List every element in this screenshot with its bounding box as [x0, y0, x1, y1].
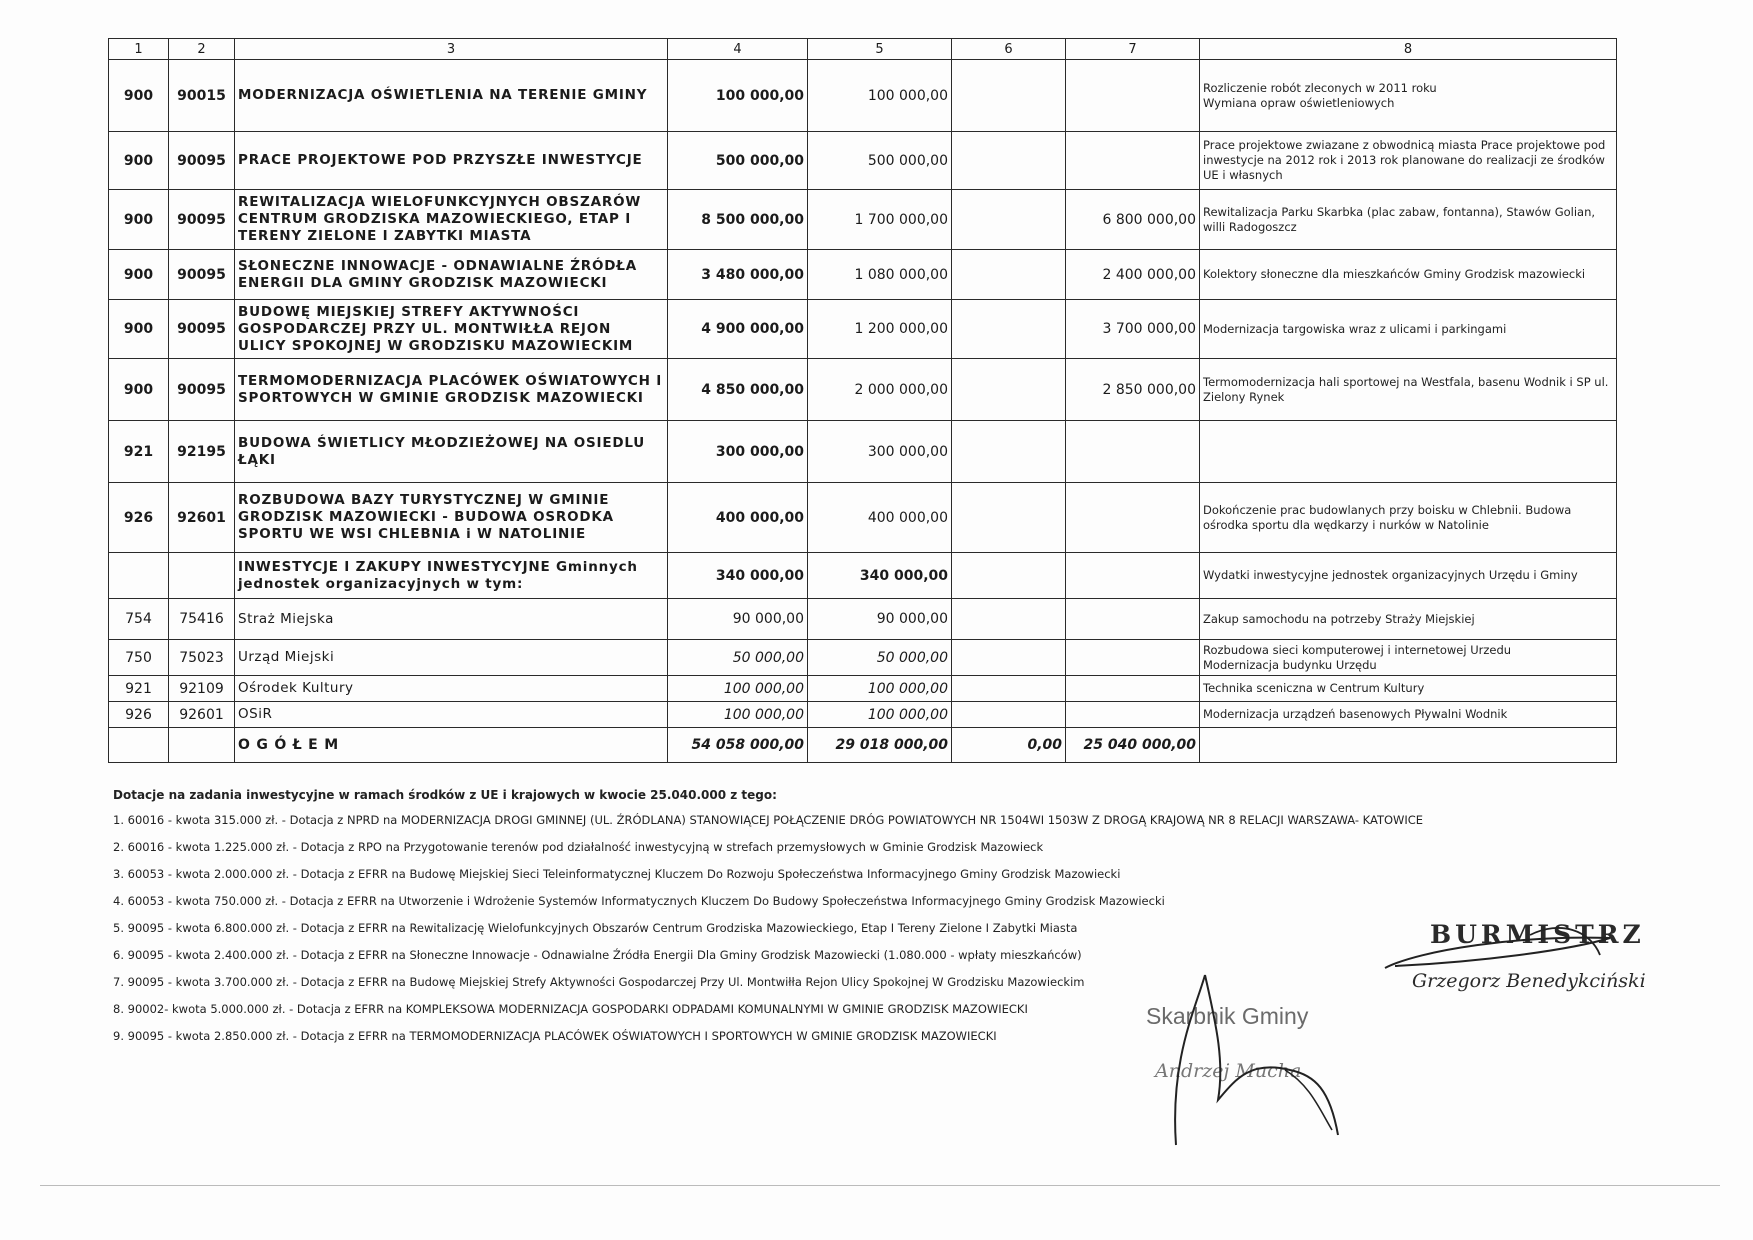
grand-total-column-6: 0,00	[952, 728, 1066, 763]
column-6-cell	[952, 676, 1066, 702]
table-row	[109, 300, 1617, 359]
own-funds-cell: 340 000,00	[808, 553, 952, 599]
description-cell: Rewitalizacja Parku Skarbka (plac zabaw, fontanna), Stawów Golian, willi Radogoszcz	[1200, 190, 1617, 250]
own-funds-cell: 2 000 000,00	[808, 359, 952, 421]
task-name-cell: Urząd Miejski	[235, 640, 668, 676]
description-cell	[1200, 421, 1617, 483]
own-funds-cell: 300 000,00	[808, 421, 952, 483]
task-name-cell: PRACE PROJEKTOWE POD PRZYSZŁE INWESTYCJE	[235, 132, 668, 190]
rozdzial-cell: 90095	[169, 132, 235, 190]
column-6-cell	[952, 599, 1066, 640]
column-header: 4	[668, 39, 808, 60]
table-row	[109, 553, 1617, 599]
total-amount-cell: 100 000,00	[668, 676, 808, 702]
column-header: 6	[952, 39, 1066, 60]
column-6-cell	[952, 553, 1066, 599]
description-cell: Rozliczenie robót zleconych w 2011 roku Wymiana opraw oświetleniowych	[1200, 60, 1617, 132]
note-item: 1. 60016 - kwota 315.000 zł. - Dotacja z NPRD na MODERNIZACJA DROGI GMINNEJ (UL. ŹRÓDLANA) STANOWIĄCEJ POŁĄCZENIE DRÓG POWIATOWYCH NR 1504WI 1503W Z DROGĄ KRAJOWĄ NR 8 RELACJI WARSZAWA- KATOWICE	[113, 813, 1424, 827]
dzial-cell: 750	[109, 640, 169, 676]
description-cell: Rozbudowa sieci komputerowej i internetowej Urzedu Modernizacja budynku Urzędu	[1200, 640, 1617, 676]
note-item: 3. 60053 - kwota 2.000.000 zł. - Dotacja z EFRR na Budowę Miejskiej Sieci Teleinformatycznej Kluczem Do Rozwoju Społeczeństwa Informacyjnego Gminy Grodzisk Mazowiecki	[113, 867, 1121, 881]
task-name-cell: INWESTYCJE I ZAKUPY INWESTYCYJNE Gminnych jednostek organizacyjnych w tym:	[235, 553, 668, 599]
table-row	[109, 483, 1617, 553]
task-name-cell: TERMOMODERNIZACJA PLACÓWEK OŚWIATOWYCH I SPORTOWYCH W GMINIE GRODZISK MAZOWIECKI	[235, 359, 668, 421]
table-row	[109, 640, 1617, 676]
task-name-cell: Ośrodek Kultury	[235, 676, 668, 702]
column-6-cell	[952, 421, 1066, 483]
description-cell: Modernizacja targowiska wraz z ulicami i parkingami	[1200, 300, 1617, 359]
rozdzial-cell: 75416	[169, 599, 235, 640]
eu-funds-cell	[1066, 702, 1200, 728]
total-amount-cell: 50 000,00	[668, 640, 808, 676]
total-amount-cell: 100 000,00	[668, 702, 808, 728]
own-funds-cell: 1 200 000,00	[808, 300, 952, 359]
own-funds-cell: 500 000,00	[808, 132, 952, 190]
eu-funds-cell	[1066, 421, 1200, 483]
rozdzial-cell: 90095	[169, 300, 235, 359]
column-6-cell	[952, 250, 1066, 300]
eu-funds-cell	[1066, 599, 1200, 640]
grand-total-eu-funds: 25 040 000,00	[1066, 728, 1200, 763]
eu-funds-cell	[1066, 132, 1200, 190]
column-6-cell	[952, 300, 1066, 359]
task-name-cell: BUDOWĘ MIEJSKIEJ STREFY AKTYWNOŚCI GOSPODARCZEJ PRZY UL. MONTWIŁŁA REJON ULICY SPOKOJNEJ W GRODZISKU MAZOWIECKIM	[235, 300, 668, 359]
own-funds-cell: 1 700 000,00	[808, 190, 952, 250]
empty-cell	[169, 728, 235, 763]
own-funds-cell: 50 000,00	[808, 640, 952, 676]
table-row	[109, 190, 1617, 250]
eu-funds-cell: 6 800 000,00	[1066, 190, 1200, 250]
subsidy-notes	[113, 788, 1563, 1055]
note-item: 4. 60053 - kwota 750.000 zł. - Dotacja z EFRR na Utworzenie i Wdrożenie Systemów Informatycznych Kluczem Do Budowy Społeczeństwa Informacyjnego Gminy Grodzisk Mazowiecki	[113, 894, 1165, 908]
dzial-cell: 900	[109, 132, 169, 190]
dzial-cell: 926	[109, 483, 169, 553]
mayor-stamp-name: Grzegorz Benedykciński	[1412, 970, 1646, 992]
mayor-stamp-title: BURMISTRZ	[1430, 920, 1645, 949]
eu-funds-cell	[1066, 640, 1200, 676]
rozdzial-cell: 92601	[169, 702, 235, 728]
dzial-cell: 900	[109, 300, 169, 359]
eu-funds-cell	[1066, 60, 1200, 132]
column-header: 7	[1066, 39, 1200, 60]
task-name-cell: ROZBUDOWA BAZY TURYSTYCZNEJ W GMINIE GRODZISK MAZOWIECKI - BUDOWA OSRODKA SPORTU WE WSI CHLEBNIA i W NATOLINIE	[235, 483, 668, 553]
column-header: 8	[1200, 39, 1617, 60]
rozdzial-cell: 90095	[169, 190, 235, 250]
rozdzial-cell	[169, 553, 235, 599]
total-label: O G Ó Ł E M	[235, 728, 668, 763]
table-row	[109, 132, 1617, 190]
empty-cell	[1200, 728, 1617, 763]
dzial-cell	[109, 553, 169, 599]
investment-table	[108, 38, 1617, 763]
own-funds-cell: 400 000,00	[808, 483, 952, 553]
table-row	[109, 60, 1617, 132]
eu-funds-cell: 2 850 000,00	[1066, 359, 1200, 421]
column-header: 2	[169, 39, 235, 60]
note-item: 7. 90095 - kwota 3.700.000 zł. - Dotacja z EFRR na Budowę Miejskiej Strefy Aktywności Gospodarczej Przy Ul. Montwiłła Rejon Ulicy Spokojnej W Grodzisku Mazowieckim	[113, 975, 1085, 989]
column-number-header	[109, 39, 1617, 60]
column-6-cell	[952, 190, 1066, 250]
dzial-cell: 900	[109, 359, 169, 421]
description-cell: Zakup samochodu na potrzeby Straży Miejskiej	[1200, 599, 1617, 640]
eu-funds-cell: 2 400 000,00	[1066, 250, 1200, 300]
own-funds-cell: 1 080 000,00	[808, 250, 952, 300]
description-cell: Dokończenie prac budowlanych przy boisku w Chlebnii. Budowa ośrodka sportu dla wędkarzy i nurków w Natolinie	[1200, 483, 1617, 553]
rozdzial-cell: 92109	[169, 676, 235, 702]
column-6-cell	[952, 359, 1066, 421]
eu-funds-cell	[1066, 483, 1200, 553]
scan-edge-line	[40, 1185, 1720, 1186]
note-item: 6. 90095 - kwota 2.400.000 zł. - Dotacja z EFRR na Słoneczne Innowacje - Odnawialne Źródła Energii Dla Gminy Grodzisk Mazowiecki (1.080.000 - wpłaty mieszkańców)	[113, 948, 1082, 962]
total-amount-cell: 4 850 000,00	[668, 359, 808, 421]
task-name-cell: Straż Miejska	[235, 599, 668, 640]
dzial-cell: 921	[109, 676, 169, 702]
eu-funds-cell: 3 700 000,00	[1066, 300, 1200, 359]
total-amount-cell: 3 480 000,00	[668, 250, 808, 300]
total-row	[109, 728, 1617, 763]
rozdzial-cell: 90095	[169, 359, 235, 421]
note-item: 5. 90095 - kwota 6.800.000 zł. - Dotacja z EFRR na Rewitalizację Wielofunkcyjnych Obszarów Centrum Grodziska Mazowieckiego, Etap I Tereny Zielone I Zabytki Miasta	[113, 921, 1078, 935]
table-row	[109, 359, 1617, 421]
column-6-cell	[952, 640, 1066, 676]
task-name-cell: BUDOWA ŚWIETLICY MŁODZIEŻOWEJ NA OSIEDLU ŁĄKI	[235, 421, 668, 483]
description-cell: Technika sceniczna w Centrum Kultury	[1200, 676, 1617, 702]
column-6-cell	[952, 60, 1066, 132]
total-amount-cell: 300 000,00	[668, 421, 808, 483]
column-header: 1	[109, 39, 169, 60]
description-cell: Termomodernizacja hali sportowej na Westfala, basenu Wodnik i SP ul. Zielony Rynek	[1200, 359, 1617, 421]
dzial-cell: 900	[109, 60, 169, 132]
column-header: 5	[808, 39, 952, 60]
description-cell: Wydatki inwestycyjne jednostek organizacyjnych Urzędu i Gminy	[1200, 553, 1617, 599]
dzial-cell: 921	[109, 421, 169, 483]
rozdzial-cell: 90015	[169, 60, 235, 132]
task-name-cell: MODERNIZACJA OŚWIETLENIA NA TERENIE GMINY	[235, 60, 668, 132]
table-row	[109, 676, 1617, 702]
column-6-cell	[952, 702, 1066, 728]
note-item: 8. 90002- kwota 5.000.000 zł. - Dotacja z EFRR na KOMPLEKSOWA MODERNIZACJA GOSPODARKI ODPADAMI KOMUNALNYMI W GMINIE GRODZISK MAZOWIECKI	[113, 1002, 1028, 1016]
dzial-cell: 754	[109, 599, 169, 640]
total-amount-cell: 100 000,00	[668, 60, 808, 132]
own-funds-cell: 100 000,00	[808, 60, 952, 132]
total-amount-cell: 340 000,00	[668, 553, 808, 599]
rozdzial-cell: 75023	[169, 640, 235, 676]
notes-heading: Dotacje na zadania inwestycyjne w ramach środków z UE i krajowych w kwocie 25.040.000 z tego:	[113, 788, 777, 802]
dzial-cell: 926	[109, 702, 169, 728]
table-row	[109, 421, 1617, 483]
rozdzial-cell: 90095	[169, 250, 235, 300]
total-amount-cell: 90 000,00	[668, 599, 808, 640]
column-6-cell	[952, 132, 1066, 190]
empty-cell	[109, 728, 169, 763]
dzial-cell: 900	[109, 250, 169, 300]
eu-funds-cell	[1066, 676, 1200, 702]
eu-funds-cell	[1066, 553, 1200, 599]
column-6-cell	[952, 483, 1066, 553]
table-row	[109, 702, 1617, 728]
own-funds-cell: 90 000,00	[808, 599, 952, 640]
task-name-cell: REWITALIZACJA WIELOFUNKCYJNYCH OBSZARÓW CENTRUM GRODZISKA MAZOWIECKIEGO, ETAP I TERENY ZIELONE I ZABYTKI MIASTA	[235, 190, 668, 250]
total-amount-cell: 4 900 000,00	[668, 300, 808, 359]
table-row	[109, 250, 1617, 300]
column-header: 3	[235, 39, 668, 60]
total-amount-cell: 8 500 000,00	[668, 190, 808, 250]
description-cell: Modernizacja urządzeń basenowych Pływalni Wodnik	[1200, 702, 1617, 728]
total-amount-cell: 500 000,00	[668, 132, 808, 190]
table-row	[109, 599, 1617, 640]
grand-total-amount: 54 058 000,00	[668, 728, 808, 763]
grand-total-own-funds: 29 018 000,00	[808, 728, 952, 763]
rozdzial-cell: 92601	[169, 483, 235, 553]
description-cell: Prace projektowe zwiazane z obwodnicą miasta Prace projektowe pod inwestycje na 2012 rok i 2013 rok planowane do realizacji ze środków UE i własnych	[1200, 132, 1617, 190]
task-name-cell: OSiR	[235, 702, 668, 728]
dzial-cell: 900	[109, 190, 169, 250]
treasurer-stamp-name: Andrzej Mucha	[1155, 1060, 1302, 1082]
own-funds-cell: 100 000,00	[808, 676, 952, 702]
total-amount-cell: 400 000,00	[668, 483, 808, 553]
task-name-cell: SŁONECZNE INNOWACJE - ODNAWIALNE ŹRÓDŁA ENERGII DLA GMINY GRODZISK MAZOWIECKI	[235, 250, 668, 300]
note-item: 9. 90095 - kwota 2.850.000 zł. - Dotacja z EFRR na TERMOMODERNIZACJA PLACÓWEK OŚWIATOWYCH I SPORTOWYCH W GMINIE GRODZISK MAZOWIECKI	[113, 1029, 997, 1043]
own-funds-cell: 100 000,00	[808, 702, 952, 728]
treasurer-stamp-title: Skarbnik Gminy	[1146, 1003, 1309, 1029]
rozdzial-cell: 92195	[169, 421, 235, 483]
description-cell: Kolektory słoneczne dla mieszkańców Gminy Grodzisk mazowiecki	[1200, 250, 1617, 300]
note-item: 2. 60016 - kwota 1.225.000 zł. - Dotacja z RPO na Przygotowanie terenów pod działalność inwestycyjną w strefach przemysłowych w Gminie Grodzisk Mazowieck	[113, 840, 1044, 854]
